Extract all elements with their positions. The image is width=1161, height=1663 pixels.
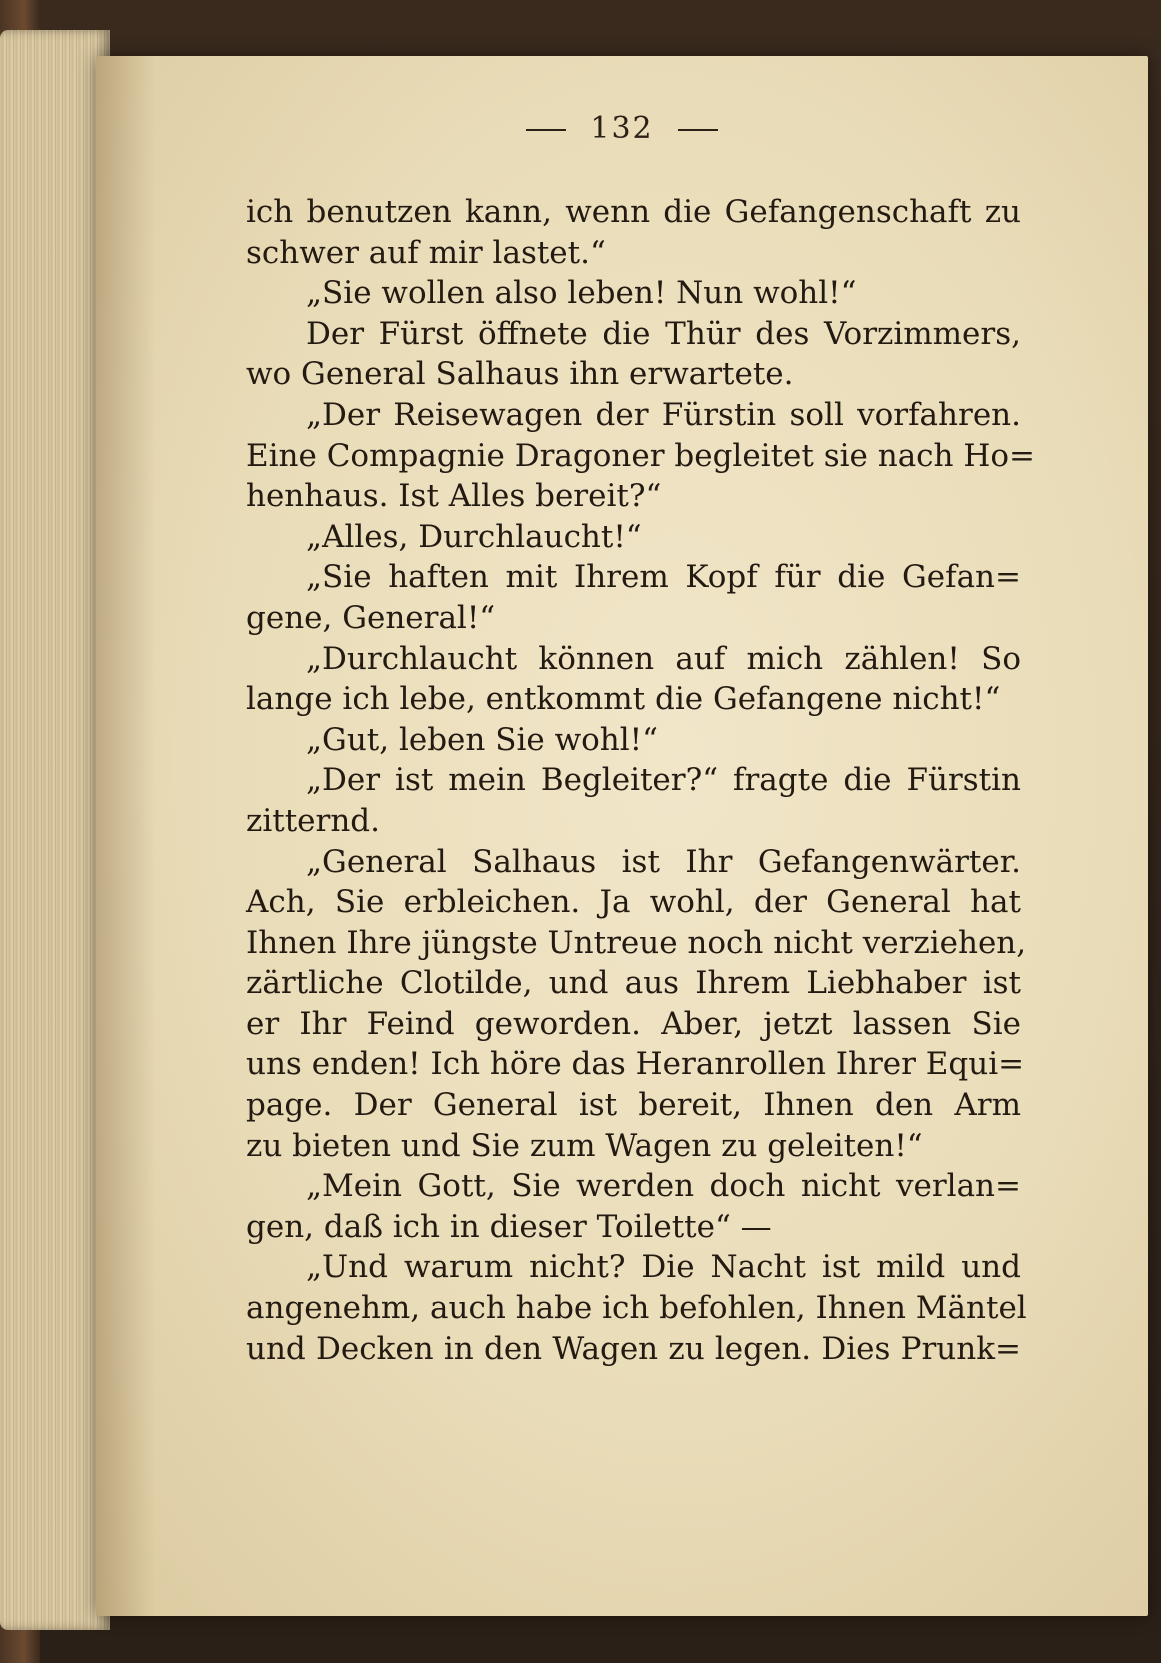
text-line: uns enden! Ich höre das Heranrollen Ihrer Equi= [246, 1046, 1025, 1083]
text-line: „Der ist mein Begleiter?“ fragte die Fürstin [306, 762, 1021, 799]
body-text [246, 192, 1036, 1369]
text-line: zärtliche Clotilde, und aus Ihrem Liebhaber ist [246, 965, 1021, 1002]
text-line: er Ihr Feind geworden. Aber, jetzt lassen Sie [246, 1005, 1021, 1042]
text-line: „Der Reisewagen der Fürstin soll vorfahren. [306, 396, 1021, 433]
page-number: 132 [590, 111, 654, 146]
text-line: „Alles, Durchlaucht!“ [306, 518, 642, 555]
text-line: angenehm, auch habe ich befohlen, Ihnen Mäntel [246, 1290, 1027, 1327]
text-line: „Durchlaucht können auf mich zählen! So [306, 640, 1021, 677]
text-line: wo General Salhaus ihn erwartete. [246, 356, 794, 393]
text-line: Eine Compagnie Dragoner begleitet sie nach Ho= [246, 437, 1036, 474]
text-line: „General Salhaus ist Ihr Gefangenwärter. [306, 843, 1021, 880]
page-header [96, 111, 1148, 146]
text-line: zu bieten und Sie zum Wagen zu geleiten!“ [246, 1127, 923, 1164]
text-line: gen, daß ich in dieser Toilette“ — [246, 1208, 772, 1245]
book-page [96, 56, 1148, 1616]
text-line: zitternd. [246, 802, 380, 839]
page-edges [0, 30, 110, 1630]
text-line: Ihnen Ihre jüngste Untreue noch nicht verziehen, [246, 924, 1027, 961]
text-line: und Decken in den Wagen zu legen. Dies Prunk= [246, 1330, 1021, 1367]
text-line: „Sie wollen also leben! Nun wohl!“ [306, 275, 857, 312]
text-line: henhaus. Ist Alles bereit?“ [246, 478, 662, 515]
text-line: „Und warum nicht? Die Nacht ist mild und [306, 1249, 1021, 1286]
header-dash-left [526, 129, 566, 131]
header-dash-right [678, 129, 718, 131]
text-line: „Sie haften mit Ihrem Kopf für die Gefan= [306, 559, 1021, 596]
text-line: Ach, Sie erbleichen. Ja wohl, der General hat [246, 884, 1021, 921]
text-line: lange ich lebe, entkommt die Gefangene nicht!“ [246, 681, 1001, 718]
text-line: ich benutzen kann, wenn die Gefangenschaft zu [246, 194, 1021, 230]
text-line: schwer auf mir lastet.“ [246, 234, 606, 271]
text-line: page. Der General ist bereit, Ihnen den Arm [246, 1087, 1021, 1124]
text-line: „Mein Gott, Sie werden doch nicht verlan= [306, 1168, 1021, 1205]
text-line: gene, General!“ [246, 599, 496, 636]
text-line: „Gut, leben Sie wohl!“ [306, 721, 658, 758]
text-line: Der Fürst öffnete die Thür des Vorzimmers, [306, 315, 1021, 352]
